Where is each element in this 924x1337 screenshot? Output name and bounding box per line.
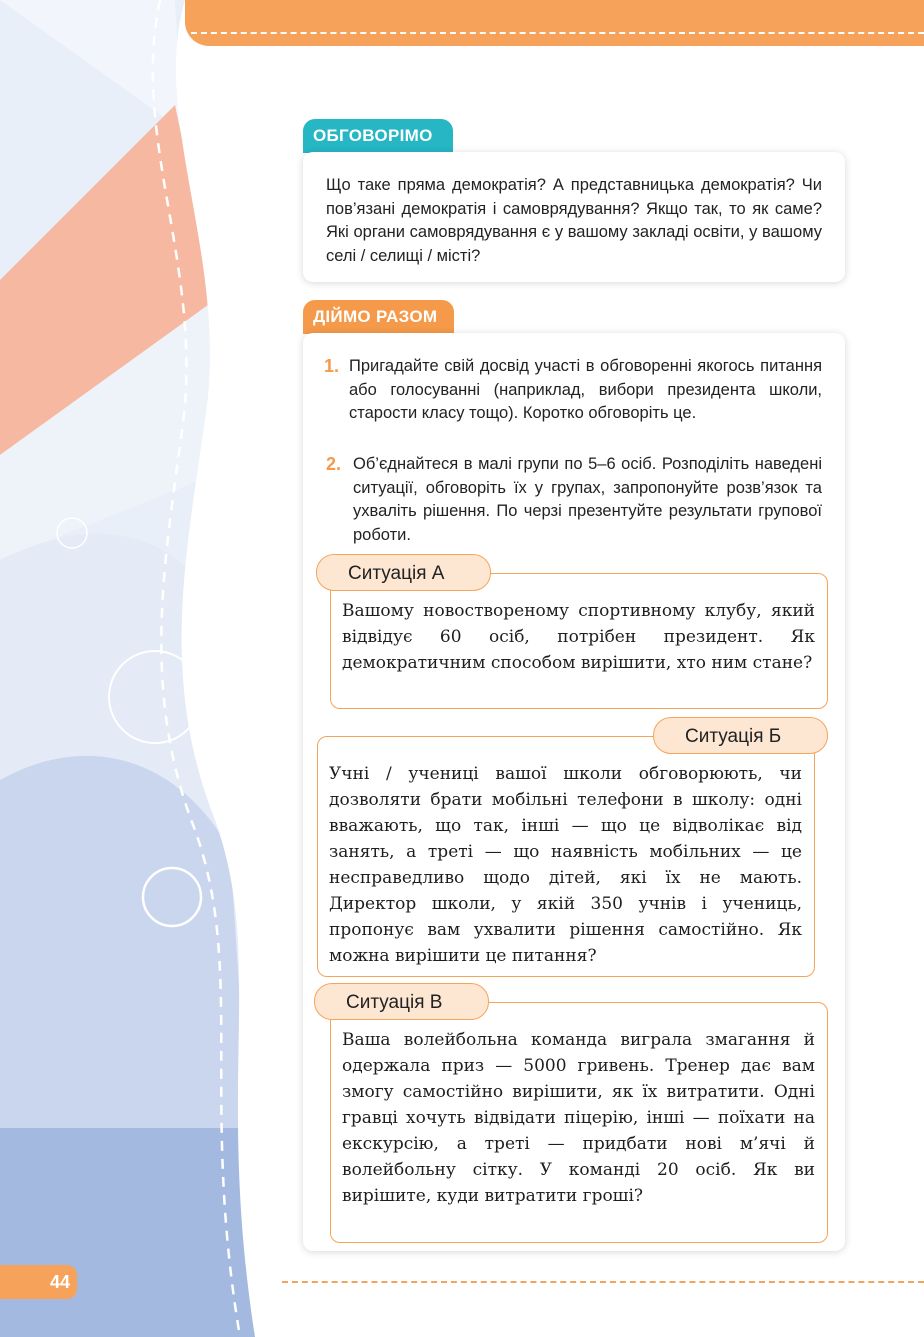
act-section-tab: ДІЙМО РАЗОМ [303,300,454,334]
page-number-badge [0,1265,77,1299]
situation-a-label: Ситуація А [316,554,491,591]
situation-c-text: Ваша волейбольна команда виграла змагання й одержала приз — 5000 гривень. Тренер дає вам змогу самостійно вирішити, як їх витратити. Одні гравці хочуть відвідати піцерію, інші — поїхати на екскурсію, а треті — придбати нові м’ячі й волейбольну сітку. У команді 20 осіб. Як ви вирішите, куди витратити гроші? [342,1030,815,1206]
discuss-card [303,152,845,282]
situation-b-label: Ситуація Б [653,717,828,754]
discuss-section-tab: ОБГОВОРІМО [303,119,453,153]
situation-b-box [317,736,815,977]
page-number: 44 [50,1272,71,1292]
discuss-questions: Що таке пряма демократія? А представницька демократія? Чи пов’язані демократія і самоврядування? Якщо так, то як саме? Які органи самоврядування є у вашому закладі освіти, у вашому селі / селищі / місті? [326,176,822,265]
task-number-2: 2. [326,454,342,474]
situation-c-box [330,1002,828,1243]
bottom-dashed-line [282,1281,924,1283]
act-card [303,333,845,1251]
situation-b-text: Учні / учениці вашої школи обговорюють, чи дозволяти брати мобільні телефони в школу: одні вважають, що так, інші — що це відволікає від занять, а треті — що наявність мобільних — це несправедливо щодо дітей, які їх не мають. Директор школи, у якій 350 учнів і учениць, пропонує вам ухвалити рішення самостійно. Як можна вирішити це питання? [329,764,802,966]
situation-a-text: Вашому новоствореному спортивному клубу, який відвідує 60 осіб, потрібен президент. Як демократичним способом вирішити, хто ним стане? [342,601,815,673]
situation-a-box [330,573,828,709]
situation-c-label: Ситуація В [314,983,489,1020]
task-number-1: 1. [324,356,340,376]
task-2-text: Об’єднайтеся в малі групи по 5–6 осіб. Розподіліть наведені ситуації, обговоріть їх у групах, запропонуйте розв’язок та ухваліть рішення. По черзі презентуйте результати групової роботи. [353,455,822,544]
top-dashed-line [191,32,924,34]
top-banner [185,0,924,46]
task-1-text: Пригадайте свій досвід участі в обговоренні якогось питання або голосуванні (наприклад, вибори президента школи, старости класу тощо). Коротко обговоріть це. [349,357,822,422]
